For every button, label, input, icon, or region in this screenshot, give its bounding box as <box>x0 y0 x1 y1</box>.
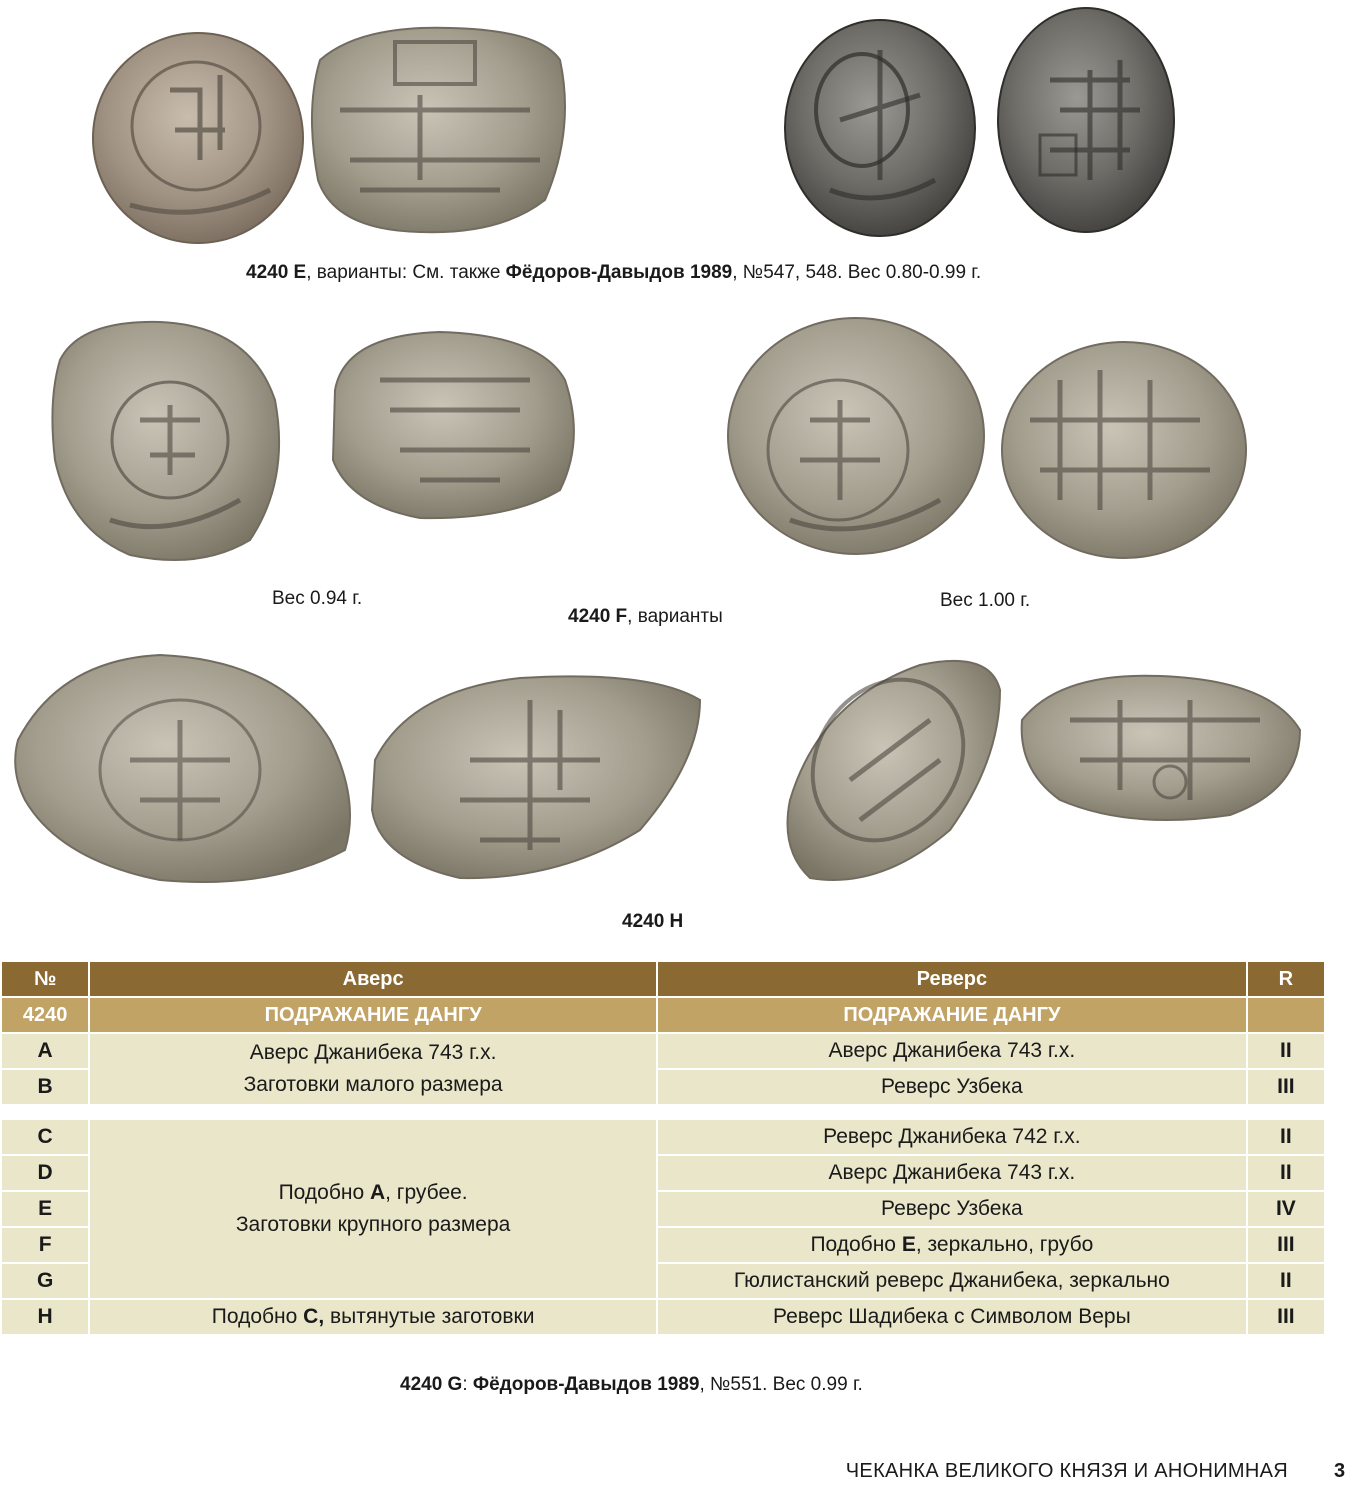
row-letter: E <box>2 1192 88 1226</box>
row-reverse: Реверс Узбека <box>658 1070 1246 1104</box>
row-reverse-bold: E <box>901 1233 916 1256</box>
section-obverse: ПОДРАЖАНИЕ ДАНГУ <box>90 998 656 1032</box>
obverse-h-bold: C, <box>303 1305 325 1328</box>
caption-4240g-details: , №551. Вес 0.99 г. <box>699 1374 863 1395</box>
table-gap <box>2 1106 1324 1118</box>
row-reverse: Реверс Узбека <box>658 1192 1246 1226</box>
coin-f1-obverse <box>52 322 279 560</box>
row-reverse: Реверс Джанибека 742 г.х. <box>658 1120 1246 1154</box>
coin-e1-obverse <box>93 33 303 243</box>
header-rarity: R <box>1248 962 1324 996</box>
row-reverse: Реверс Шадибека с Символом Веры <box>658 1300 1246 1334</box>
obverse-cg-pre: Подобно <box>278 1181 370 1204</box>
coin-f2-reverse <box>1002 342 1246 558</box>
caption-4240f-number: 4240 F <box>568 606 628 627</box>
caption-4240h: 4240 H <box>622 911 684 932</box>
caption-4240g-number: 4240 G <box>400 1374 463 1395</box>
caption-4240e-details: , №547, 548. Вес 0.80-0.99 г. <box>732 262 982 283</box>
table-row <box>2 1034 1324 1068</box>
row-reverse: Гюлистанский реверс Джанибека, зеркально <box>658 1264 1246 1298</box>
obverse-ab-line1: Аверс Джанибека 743 г.х. <box>249 1041 497 1064</box>
section-number: 4240 <box>2 998 88 1032</box>
page-number: 3 <box>1334 1460 1345 1482</box>
running-footer-title: ЧЕКАНКА ВЕЛИКОГО КНЯЗЯ И АНОНИМНАЯ <box>845 1460 1288 1482</box>
coin-f2-obverse <box>728 318 984 554</box>
row-rarity: II <box>1248 1120 1324 1154</box>
row-reverse <box>658 1228 1246 1262</box>
row-rarity: II <box>1248 1034 1324 1068</box>
coin-e2-reverse <box>998 8 1174 232</box>
caption-4240e-reference: Фёдоров-Давыдов 1989 <box>505 262 733 283</box>
obverse-h <box>90 1300 656 1334</box>
header-obverse: Аверс <box>90 962 656 996</box>
obverse-ab-line2: Заготовки малого размера <box>243 1073 503 1096</box>
obverse-cg-line1 <box>90 1177 656 1209</box>
table-header-row <box>2 962 1324 996</box>
obverse-ab <box>90 1034 656 1104</box>
row-reverse-post: , зеркально, грубо <box>915 1233 1094 1256</box>
row-letter: F <box>2 1228 88 1262</box>
obverse-cg <box>90 1120 656 1298</box>
obverse-h-post: вытянутые заготовки <box>324 1305 535 1328</box>
section-row <box>2 998 1324 1032</box>
coin-h2-reverse <box>1022 676 1300 820</box>
catalog-table <box>0 960 1326 1336</box>
coin-h2-obverse <box>782 650 1000 880</box>
caption-4240f-text: , варианты <box>627 606 723 627</box>
caption-4240e-number: 4240 E <box>246 262 307 283</box>
caption-4240g-sep: : <box>462 1374 473 1395</box>
caption-4240g <box>400 1374 863 1396</box>
header-no: № <box>2 962 88 996</box>
row-reverse: Аверс Джанибека 743 г.х. <box>658 1156 1246 1190</box>
row-rarity: III <box>1248 1300 1324 1334</box>
row-letter: D <box>2 1156 88 1190</box>
coin-f1-reverse <box>333 332 574 518</box>
obverse-h-pre: Подобно <box>211 1305 304 1328</box>
section-reverse: ПОДРАЖАНИЕ ДАНГУ <box>658 998 1246 1032</box>
row-letter: B <box>2 1070 88 1104</box>
row-reverse-pre: Подобно <box>810 1233 902 1256</box>
row-letter: C <box>2 1120 88 1154</box>
row-rarity: III <box>1248 1070 1324 1104</box>
obverse-cg-bold: A <box>369 1181 386 1204</box>
caption-f-left-weight: Вес 0.94 г. <box>272 588 363 609</box>
coin-e1-reverse <box>312 28 565 232</box>
row-letter: A <box>2 1034 88 1068</box>
row-rarity: III <box>1248 1228 1324 1262</box>
coin-h1-reverse <box>372 676 700 878</box>
row-rarity: II <box>1248 1264 1324 1298</box>
obverse-cg-line2: Заготовки крупного размера <box>235 1213 511 1236</box>
row-rarity: IV <box>1248 1192 1324 1226</box>
caption-4240e <box>246 262 981 284</box>
caption-4240f <box>568 606 723 628</box>
row-rarity: II <box>1248 1156 1324 1190</box>
caption-f-right-weight: Вес 1.00 г. <box>940 590 1031 611</box>
caption-4240e-text: , варианты: См. также <box>306 262 506 283</box>
header-reverse: Реверс <box>658 962 1246 996</box>
row-letter: G <box>2 1264 88 1298</box>
caption-4240g-reference: Фёдоров-Давыдов 1989 <box>472 1374 700 1395</box>
table-row <box>2 1120 1324 1154</box>
row-reverse: Аверс Джанибека 743 г.х. <box>658 1034 1246 1068</box>
coin-e2-obverse <box>785 20 975 236</box>
coin-h1-obverse <box>15 655 350 882</box>
obverse-cg-post: , грубее. <box>385 1181 468 1204</box>
section-rarity <box>1248 998 1324 1032</box>
row-letter: H <box>2 1300 88 1334</box>
table-row <box>2 1300 1324 1334</box>
